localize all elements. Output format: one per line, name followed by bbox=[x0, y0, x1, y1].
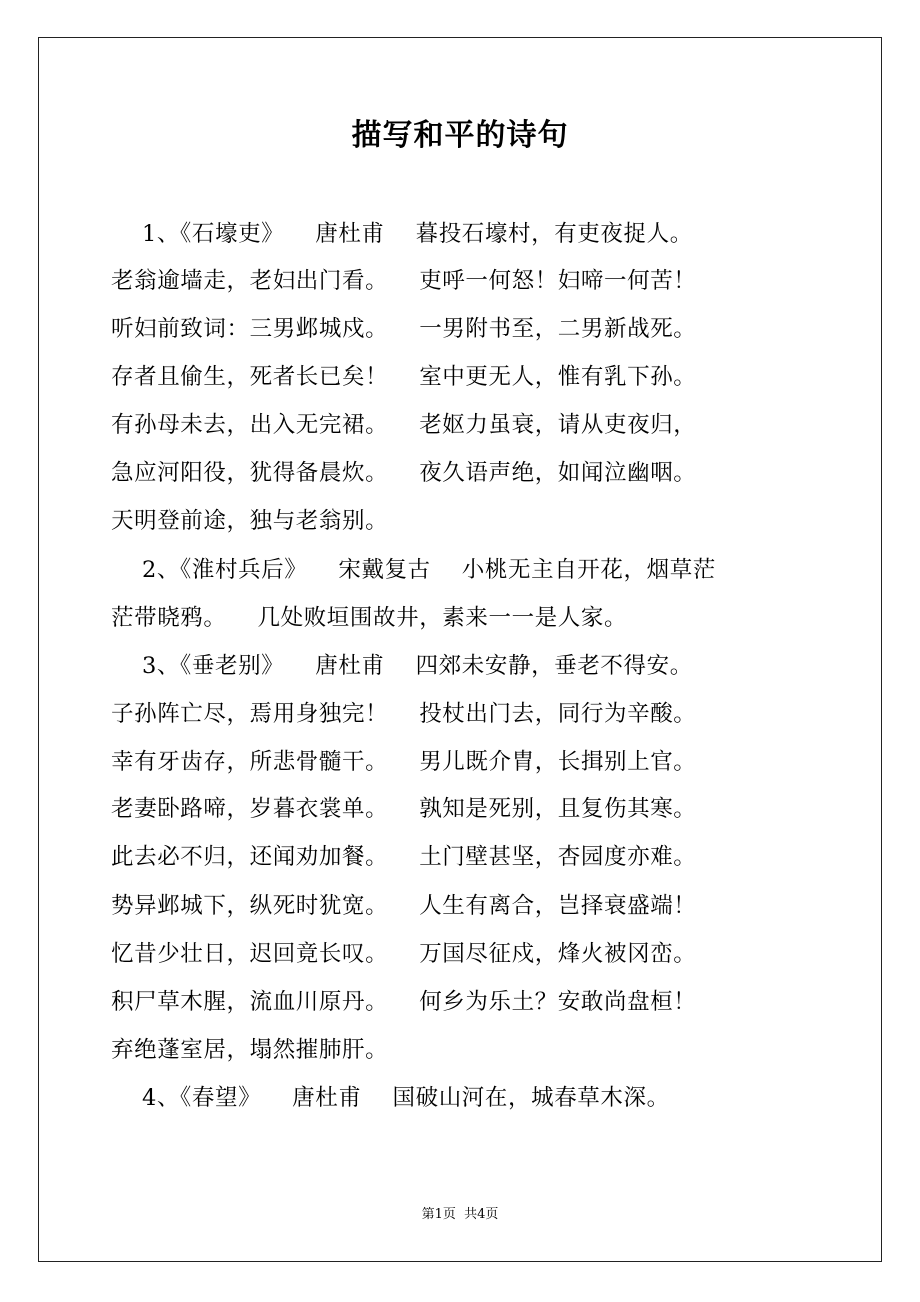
text-line: 3、《垂老别》 唐杜甫 四郊未安静，垂老不得安。 bbox=[111, 653, 693, 679]
text-line: 有孙母未去，出入无完裙。 老妪力虽衰，请从吏夜归， bbox=[111, 412, 697, 438]
text-line: 急应河阳役，犹得备晨炊。 夜久语声绝，如闻泣幽咽。 bbox=[111, 460, 697, 486]
document-title: 描写和平的诗句 bbox=[351, 118, 569, 153]
text-line: 4、《春望》 唐杜甫 国破山河在，城春草木深。 bbox=[111, 1085, 670, 1111]
text-line: 老翁逾墙走，老妇出门看。 吏呼一何怒！妇啼一何苦！ bbox=[111, 268, 697, 294]
text-line: 1、《石壕吏》 唐杜甫 暮投石壕村，有吏夜捉人。 bbox=[111, 221, 693, 247]
text-line: 此去必不归，还闻劝加餐。 土门壁甚坚，杏园度亦难。 bbox=[111, 844, 697, 870]
text-line: 忆昔少壮日，迟回竟长叹。 万国尽征戍，烽火被冈峦。 bbox=[111, 941, 697, 967]
text-line: 2、《淮村兵后》 宋戴复古 小桃无主自开花，烟草茫 bbox=[111, 557, 716, 583]
page-footer: 第1页 共4页 bbox=[421, 1207, 499, 1222]
text-line: 茫带晓鸦。 几处败垣围故井，素来一一是人家。 bbox=[111, 605, 628, 631]
text-line: 弃绝蓬室居，塌然摧肺肝。 bbox=[111, 1037, 389, 1063]
text-line: 存者且偷生，死者长已矣！ 室中更无人，惟有乳下孙。 bbox=[111, 364, 697, 390]
text-line: 天明登前途，独与老翁别。 bbox=[111, 508, 389, 534]
text-line: 积尸草木腥，流血川原丹。 何乡为乐土？安敢尚盘桓！ bbox=[111, 989, 697, 1015]
text-line: 幸有牙齿存，所悲骨髓干。 男儿既介胄，长揖别上官。 bbox=[111, 749, 697, 775]
text-line: 势异邺城下，纵死时犹宽。 人生有离合，岂择衰盛端！ bbox=[111, 893, 697, 919]
text-line: 老妻卧路啼，岁暮衣裳单。 孰知是死别，且复伤其寒。 bbox=[111, 796, 697, 822]
text-line: 子孙阵亡尽，焉用身独完！ 投杖出门去，同行为辛酸。 bbox=[111, 701, 697, 727]
text-line: 听妇前致词：三男邺城戍。 一男附书至，二男新战死。 bbox=[111, 316, 697, 342]
